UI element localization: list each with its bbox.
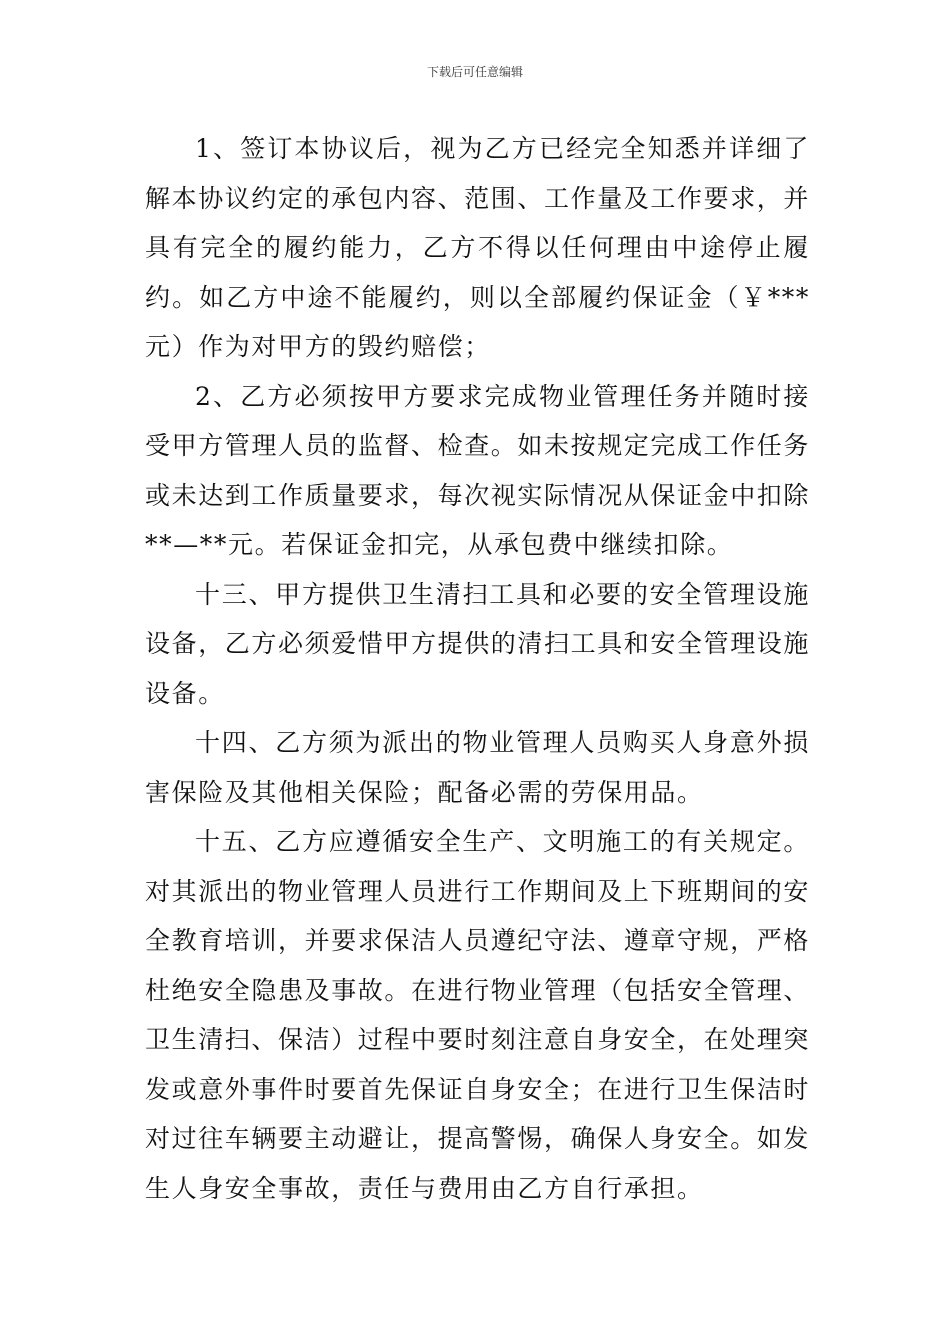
- paragraph-clause-2: 2、乙方必须按甲方要求完成物业管理任务并随时接受甲方管理人员的监督、检查。如未按规定完成工作任务或未达到工作质量要求，每次视实际情况从保证金中扣除**—**元。若保证金扣完，从承包费中继续扣除。: [145, 381, 811, 559]
- paragraph-clause-15: 十五、乙方应遵循安全生产、文明施工的有关规定。对其派出的物业管理人员进行工作期间及上下班期间的安全教育培训，并要求保洁人员遵纪守法、遵章守规，严格杜绝安全隐患及事故。在进行物业管理（包括安全管理、卫生清扫、保洁）过程中要时刻注意自身安全，在处理突发或意外事件时要首先保证自身安全；在进行卫生保洁时对过往车辆要主动避让，提高警惕，确保人身安全。如发生人身安全事故，责任与费用由乙方自行承担。: [145, 827, 811, 1203]
- paragraph-clause-1: 1、签订本协议后，视为乙方已经完全知悉并详细了解本协议约定的承包内容、范围、工作量及工作要求，并具有完全的履约能力，乙方不得以任何理由中途停止履约。如乙方中途不能履约，则以全部履约保证金（￥***元）作为对甲方的毁约赔偿；: [145, 134, 811, 361]
- page-header: 下载后可任意编辑: [426, 65, 523, 79]
- paragraph-clause-13: 十三、甲方提供卫生清扫工具和必要的安全管理设施设备，乙方必须爱惜甲方提供的清扫工具和安全管理设施设备。: [145, 579, 811, 708]
- document-body: [145, 124, 810, 1213]
- paragraph-clause-14: 十四、乙方须为派出的物业管理人员购买人身意外损害保险及其他相关保险；配备必需的劳保用品。: [145, 728, 810, 807]
